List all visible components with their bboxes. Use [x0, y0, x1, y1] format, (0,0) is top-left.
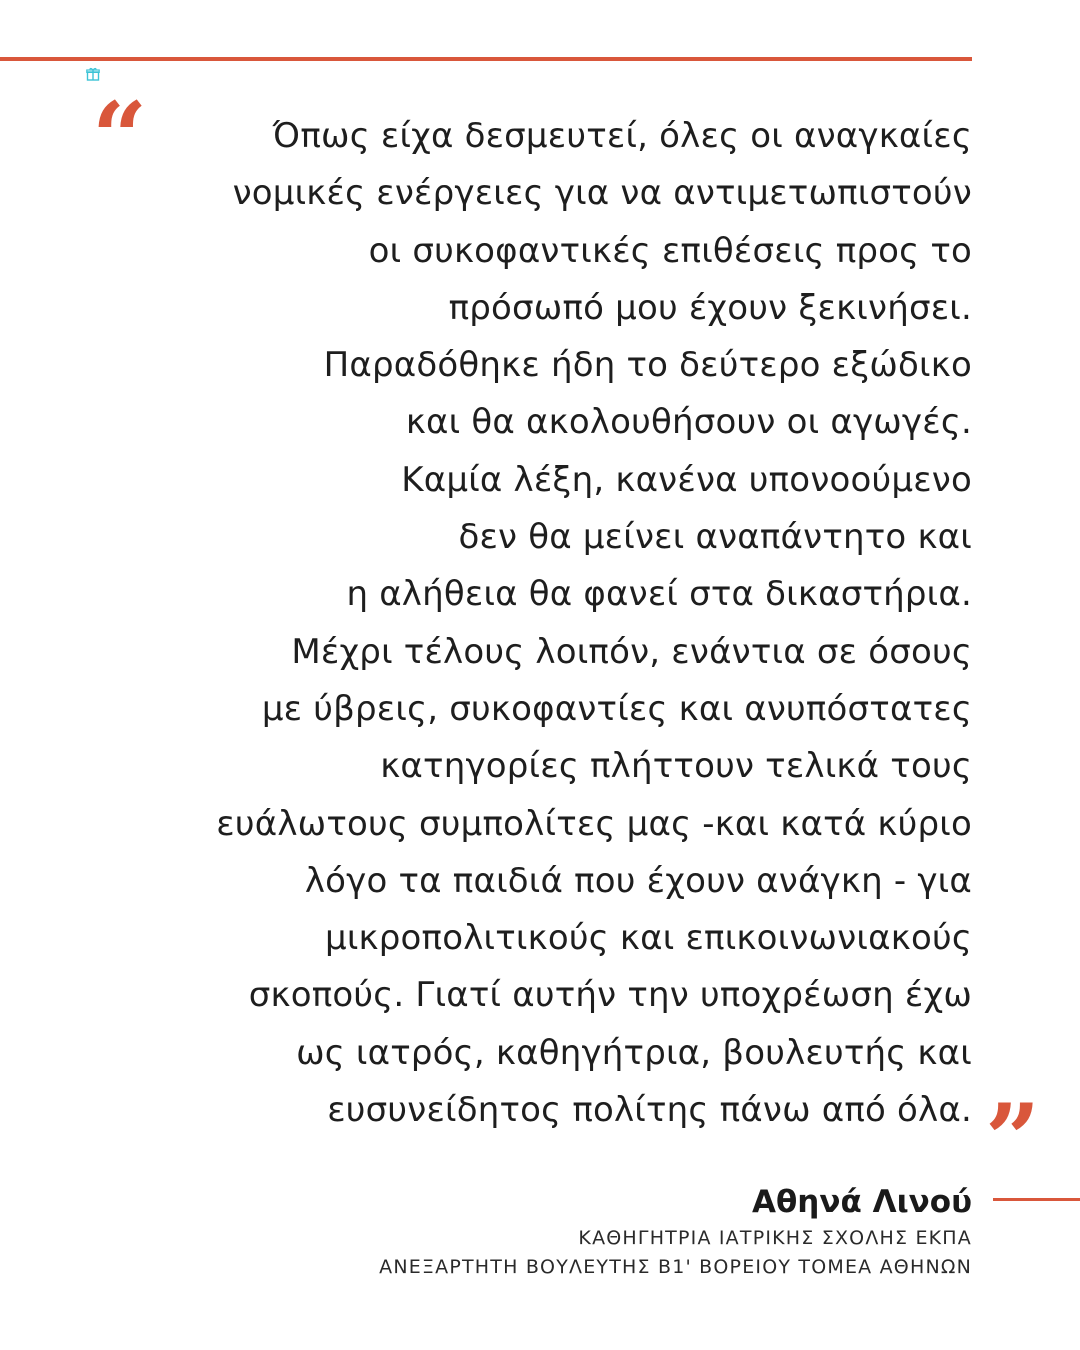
quote-line: ευσυνείδητος πολίτης πάνω από όλα. — [327, 1090, 972, 1131]
quote-line: ευάλωτους συμπολίτες μας -και κατά κύριο — [216, 803, 972, 844]
quote-line: με ύβρεις, συκοφαντίες και ανυπόστατες — [261, 688, 972, 729]
author-role-line-2: ΑΝΕΞΑΡΤΗΤΗ ΒΟΥΛΕΥΤΗΣ Β1' ΒΟΡΕΙΟΥ ΤΟΜΕΑ ΑΘΗΝΩΝ — [379, 1256, 972, 1278]
quote-line: κατηγορίες πλήττουν τελικά τους — [380, 746, 972, 787]
close-quote-mark: ” — [985, 1083, 1041, 1196]
quote-text — [32, 108, 972, 1139]
gift-icon — [86, 66, 100, 80]
top-accent-rule — [0, 57, 972, 61]
quote-line: οι συκοφαντικές επιθέσεις προς το — [368, 230, 972, 271]
quote-line: δεν θα μείνει αναπάντητο και — [458, 517, 972, 558]
quote-line: Όπως είχα δεσμευτεί, όλες οι αναγκαίες — [272, 116, 972, 156]
quote-line: Παραδόθηκε ήδη το δεύτερο εξώδικο — [323, 345, 972, 386]
quote-line: Μέχρι τέλους λοιπόν, ενάντια σε όσους — [291, 631, 972, 672]
quote-line: και θα ακολουθήσουν οι αγωγές. — [405, 402, 972, 443]
author-credit — [379, 1180, 972, 1282]
quote-line: σκοπούς. Γιατί αυτήν την υποχρέωση έχω — [248, 975, 972, 1016]
author-name: Αθηνά Λινού — [752, 1184, 972, 1220]
quote-line: λόγο τα παιδιά που έχουν ανάγκη - για — [304, 860, 972, 901]
quote-line: νομικές ενέργειες για να αντιμετωπιστούν — [232, 173, 972, 214]
quote-line: πρόσωπό μου έχουν ξεκινήσει. — [448, 287, 972, 328]
quote-line: μικροπολιτικούς και επικοινωνιακούς — [324, 918, 972, 959]
quote-line: ως ιατρός, καθηγήτρια, βουλευτής και — [296, 1032, 972, 1073]
author-accent-rule — [993, 1198, 1080, 1201]
author-role-line-1: ΚΑΘΗΓΗΤΡΙΑ ΙΑΤΡΙΚΗΣ ΣΧΟΛΗΣ ΕΚΠΑ — [578, 1227, 972, 1249]
quote-line: Καμία λέξη, κανένα υπονοούμενο — [401, 459, 972, 500]
open-quote-mark: “ — [92, 81, 148, 194]
quote-line: η αλήθεια θα φανεί στα δικαστήρια. — [346, 574, 972, 615]
